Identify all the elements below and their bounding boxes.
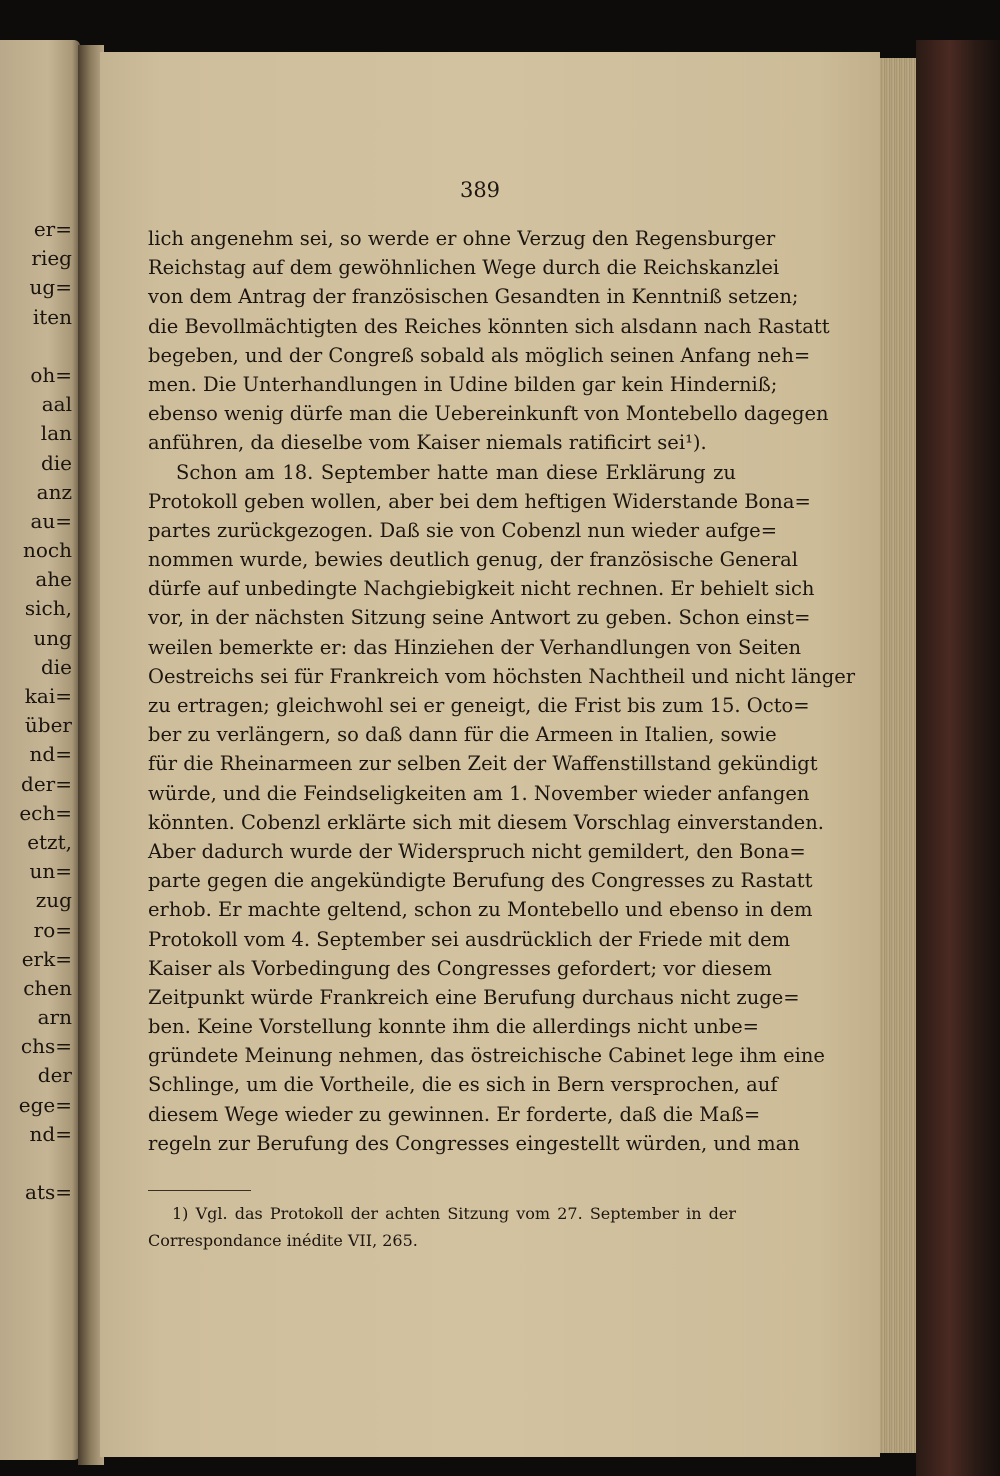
left-page-fragment: ung — [33, 625, 72, 650]
left-page-fragment: sich, — [24, 596, 72, 621]
left-page-fragment: anz — [36, 479, 72, 504]
page-number: 389 — [459, 178, 501, 202]
text-line: könnten. Cobenzl erklärte sich mit diesem Vorschlag einverstanden. — [148, 810, 824, 834]
left-page-fragment: un= — [29, 859, 72, 884]
left-page-fragment: etzt, — [27, 829, 72, 854]
left-page-fragment: aal — [41, 392, 72, 417]
text-line: anführen, da dieselbe vom Kaiser niemals ratificirt sei¹). — [148, 431, 707, 455]
left-page-fragment — [12, 1149, 72, 1178]
left-page-fragment: ech= — [19, 800, 72, 825]
left-page-fragment: ats= — [25, 1180, 72, 1205]
footnote-line: 1) Vgl. das Protokoll der achten Sitzung vom 27. September in der — [172, 1204, 736, 1223]
left-page-fragment: kai= — [24, 684, 72, 708]
text-line: diesem Wege wieder zu gewinnen. Er forderte, daß die Maß= — [148, 1102, 761, 1126]
text-line: für die Rheinarmeen zur selben Zeit der Waffenstillstand gekündigt — [148, 752, 818, 776]
text-line: Protokoll vom 4. September sei ausdrücklich der Friede mit dem — [148, 927, 791, 951]
text-line: die Bevollmächtigten des Reiches könnten sich alsdann nach Rastatt — [148, 314, 830, 338]
left-page — [0, 40, 80, 1460]
left-page-fragment: die — [40, 450, 72, 475]
left-page-fragment: über — [24, 713, 72, 738]
text-line: regeln zur Berufung des Congresses eingestellt würden, und man — [148, 1131, 800, 1155]
left-page-fragment: der — [37, 1063, 72, 1088]
left-page-text-fragments — [12, 215, 72, 1207]
text-line: ebenso wenig dürfe man die Uebereinkunft von Montebello dagegen — [148, 402, 829, 426]
left-page-fragment: der= — [21, 771, 72, 796]
text-line: erhob. Er machte geltend, schon zu Montebello und ebenso in dem — [148, 898, 813, 922]
text-line: men. Die Unterhandlungen in Udine bilden gar kein Hinderniß; — [148, 372, 778, 396]
text-line: partes zurückgezogen. Daß sie von Cobenzl nun wieder aufge= — [148, 518, 778, 542]
left-page-fragment: ege= — [18, 1092, 72, 1117]
text-line: lich angenehm sei, so werde er ohne Verzug den Regensburger — [148, 227, 776, 250]
left-page-fragment: nd= — [29, 742, 72, 767]
footnote-rule — [148, 1190, 251, 1191]
text-line: parte gegen die angekündigte Berufung des Congresses zu Rastatt — [148, 869, 813, 893]
left-page-fragment: noch — [22, 538, 72, 563]
left-page-fragment — [12, 332, 72, 361]
body-text — [148, 224, 856, 1158]
text-line: zu ertragen; gleichwohl sei er geneigt, die Frist bis zum 15. Octo= — [148, 694, 810, 717]
left-page-fragment: arn — [37, 1005, 72, 1030]
text-line: Schon am 18. September hatte man diese Erklärung zu — [176, 460, 736, 484]
text-line: weilen bemerkte er: das Hinziehen der Verhandlungen von Seiten — [148, 635, 802, 659]
left-page-fragment: ug= — [29, 275, 72, 300]
text-line: Schlinge, um die Vortheile, die es sich in Bern versprochen, auf — [148, 1073, 778, 1097]
left-page-fragment: au= — [30, 508, 72, 533]
left-page-fragment: oh= — [30, 362, 72, 387]
left-page-fragment: erk= — [21, 946, 72, 971]
text-line: ben. Keine Vorstellung konnte ihm die allerdings nicht unbe= — [148, 1015, 760, 1039]
text-line: Kaiser als Vorbedingung des Congresses gefordert; vor diesem — [148, 956, 772, 980]
left-page-fragment: die — [40, 654, 72, 679]
left-page-fragment: chen — [23, 975, 72, 1000]
text-line: Oestreichs sei für Frankreich vom höchsten Nachtheil und nicht länger — [148, 664, 856, 688]
text-line: würde, und die Feindseligkeiten am 1. November wieder anfangen — [148, 781, 810, 805]
right-page — [100, 52, 880, 1457]
left-page-fragment: chs= — [20, 1034, 72, 1059]
text-line: nommen wurde, bewies deutlich genug, der französische General — [148, 548, 799, 572]
text-line: Protokoll geben wollen, aber bei dem heftigen Widerstande Bona= — [148, 489, 811, 513]
left-page-fragment: nd= — [29, 1121, 72, 1146]
footnote-line: Correspondance inédite VII, 265. — [148, 1231, 418, 1250]
text-line: Reichstag auf dem gewöhnlichen Wege durch die Reichskanzlei — [148, 256, 780, 280]
text-line: Aber dadurch wurde der Widerspruch nicht gemildert, den Bona= — [148, 839, 806, 863]
left-page-fragment: lan — [40, 421, 72, 446]
text-line: dürfe auf unbedingte Nachgiebigkeit nicht rechnen. Er behielt sich — [148, 577, 815, 601]
left-page-fragment: iten — [32, 304, 72, 329]
text-line: begeben, und der Congreß sobald als möglich seinen Anfang neh= — [148, 343, 811, 367]
text-line: von dem Antrag der französischen Gesandten in Kenntniß setzen; — [148, 285, 799, 309]
left-page-fragment: ahe — [35, 567, 72, 592]
text-line: ber zu verlängern, so daß dann für die Armeen in Italien, sowie — [148, 723, 777, 747]
left-page-fragment: ro= — [33, 917, 72, 942]
footnote — [148, 1200, 736, 1254]
left-page-fragment: er= — [33, 217, 72, 241]
text-line: Zeitpunkt würde Frankreich eine Berufung durchaus nicht zuge= — [148, 985, 800, 1009]
left-page-fragment: zug — [35, 888, 72, 913]
text-line: gründete Meinung nehmen, das östreichische Cabinet lege ihm eine — [148, 1044, 825, 1068]
text-line: vor, in der nächsten Sitzung seine Antwort zu geben. Schon einst= — [148, 606, 811, 630]
left-page-fragment: rieg — [31, 246, 72, 271]
book-cover-edge — [916, 40, 1000, 1476]
